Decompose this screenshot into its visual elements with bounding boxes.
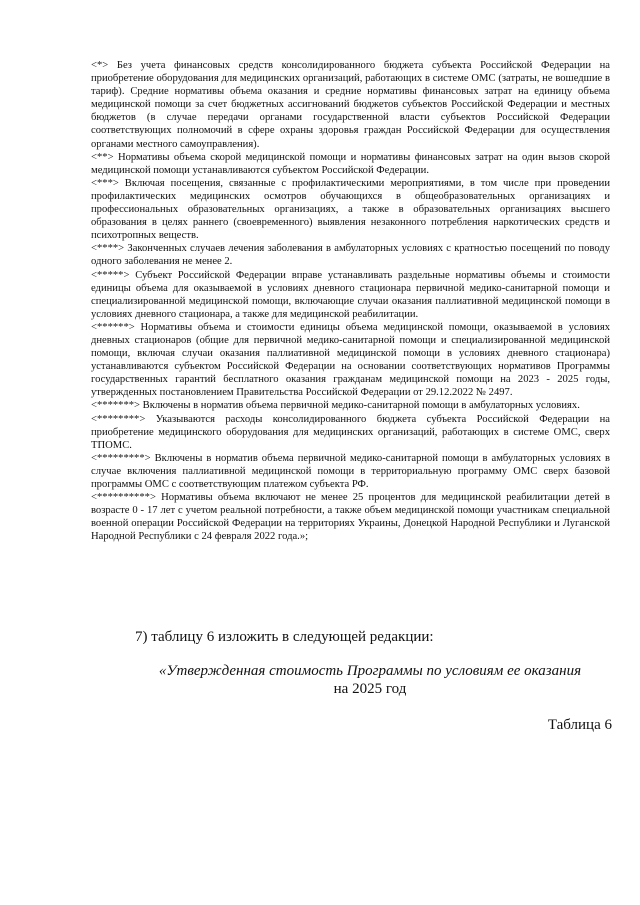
footnote-1: <*> Без учета финансовых средств консолидированного бюджета субъекта Российской Федерации на приобретение оборудования для медицинских организаций, работающих в системе ОМС (затраты, не вошедшие в тариф). Средние нормативы объема оказания и средние нормативы финансовых затрат на единицу объема медицинской помощи за счет бюджетных ассигнований бюджетов субъектов Российской Федерации и местных бюджетов (в случае передачи органами государственной власти субъектов Российской Федерации соответствующих полномочий в сфере охраны здоровья граждан Российской Федерации для осуществления органами местного самоуправления). [91, 60, 610, 150]
footnote-4: <****> Законченных случаев лечения заболевания в амбулаторных условиях с кратностью посещений по поводу одного заболевания не менее 2. [91, 243, 610, 268]
footnote-9: <*********> Включены в норматив объема первичной медико-санитарной помощи в амбулаторных условиях в случае включения паллиативной медицинской помощи в территориальную программу ОМС сверх базовой программы ОМС с соответствующим платежом субъекта РФ. [91, 452, 610, 490]
footnote-6: <******> Нормативы объема и стоимости единицы объема медицинской помощи, оказываемой в условиях дневных стационаров (общие для первичной медико-санитарной помощи и специализированной медицинской помощи, включая случаи оказания паллиативной медицинской помощи в условиях дневного стационара) устанавливаются субъектом Российской Федерации на основании соответствующих нормативов Программы государственных гарантий бесплатного оказания гражданам медицинской помощи на 2023 - 2025 годы, утвержденных постановлением Правительства Российской Федерации от 29.12.2022 № 2497. [91, 321, 610, 399]
table-caption [100, 662, 640, 698]
footnote-2: <**> Нормативы объема скорой медицинской помощи и нормативы финансовых затрат на один вызов скорой медицинской помощи устанавливаются субъектом Российской Федерации. [91, 151, 610, 176]
footnote-5: <*****> Субъект Российской Федерации вправе устанавливать раздельные нормативы объемы и стоимости единицы объема для оказываемой в условиях дневного стационара первичной медико-санитарной помощи и специализированной медицинской помощи, включающие случаи оказания паллиативной медицинской помощи в условиях дневного стационара, а также для медицинской реабилитации. [91, 269, 610, 320]
amendment-item-7: 7) таблицу 6 изложить в следующей редакции: [135, 629, 434, 645]
footnote-10: <**********> Нормативы объема включают не менее 25 процентов для медицинской реабилитации детей в возрасте 0 - 17 лет с учетом реальной потребности, а также объем медицинской помощи участникам специальной военной операции Российской Федерации на территориях Украины, Донецкой Народной Республики и Луганской Народной Республики с 24 февраля 2022 года.»; [91, 492, 610, 543]
footnote-7: <*******> Включены в норматив объема первичной медико-санитарной помощи в амбулаторных условиях. [91, 400, 580, 412]
footnotes-block [91, 59, 610, 543]
caption-line-1: «Утвержденная стоимость Программы по условиям ее оказания [158, 663, 582, 679]
footnote-3: <***> Включая посещения, связанные с профилактическими мероприятиями, в том числе при проведении профилактических медицинских осмотров обучающихся в общеобразовательных организациях и профессиональных образовательных организациях, а также в образовательных организациях высшего образования в целях раннего (своевременного) выявления незаконного потребления наркотических средств и психотропных веществ. [91, 177, 610, 242]
table-number: Таблица 6 [547, 717, 612, 733]
caption-line-2: на 2025 год [333, 681, 407, 697]
footnote-8: <********> Указываются расходы консолидированного бюджета субъекта Российской Федерации на приобретение медицинского оборудования для медицинских организаций, работающих в системе ОМС, сверх ТПОМС. [91, 413, 610, 451]
